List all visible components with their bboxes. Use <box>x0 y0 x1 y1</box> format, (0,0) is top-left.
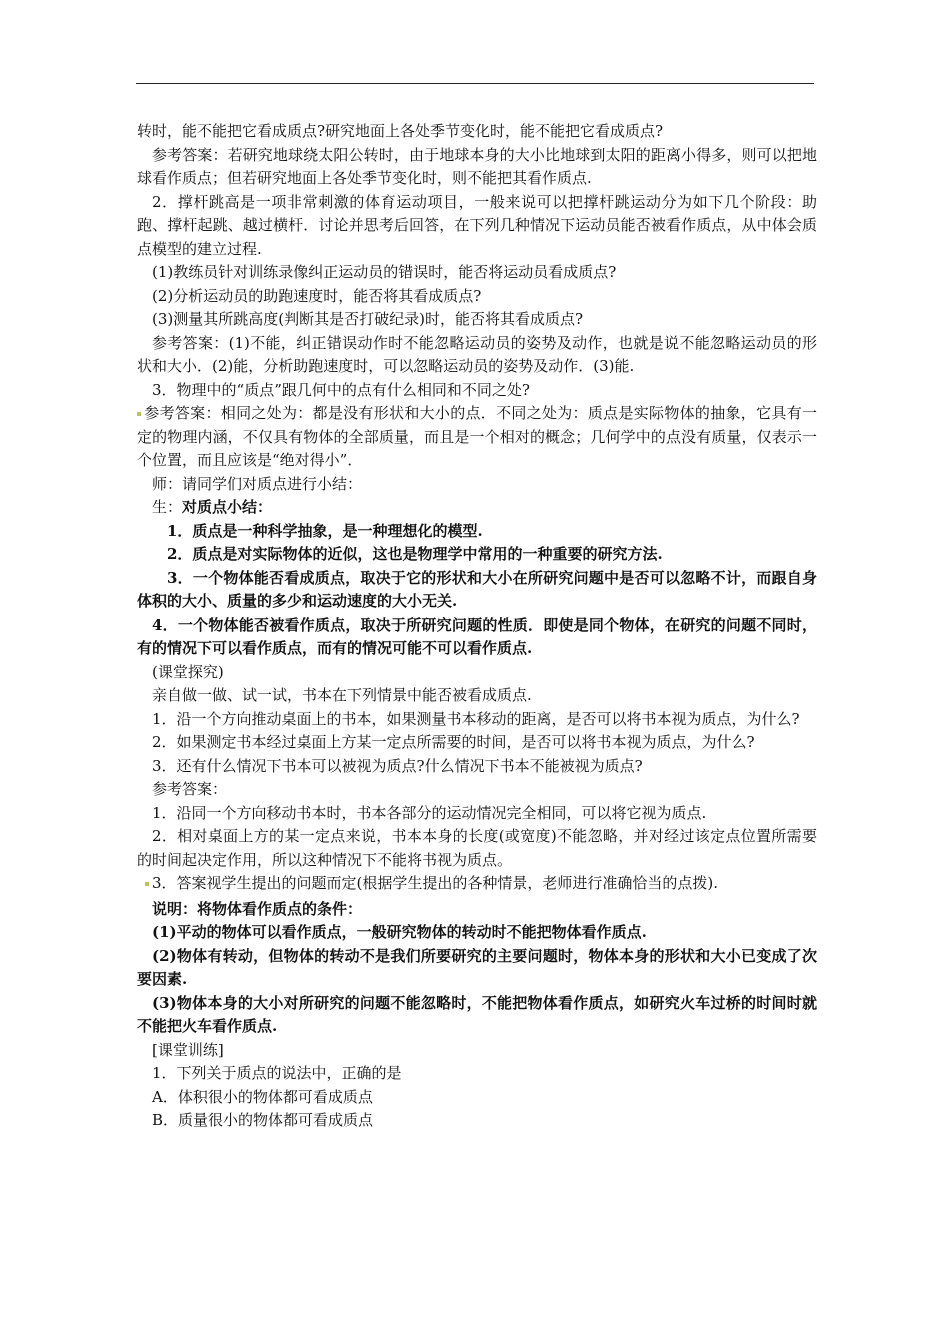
answer: 2．相对桌面上方的某一定点来说，书本本身的长度(或宽度)不能忽略，并对经过该定点位置所需要的时间起决定作用，所以这种情况下不能将书视为质点。 <box>137 827 817 869</box>
exercise-option: A．体积很小的物体都可看成质点 <box>152 1087 373 1106</box>
question: 2．如果测定书本经过桌面上方某一定点所需要的时间，是否可以将书本视为质点，为什么? <box>152 733 755 751</box>
answer-text: 3．答案视学生提出的问题而定(根据学生提出的各种情景，老师进行准确恰当的点拨). <box>152 874 719 892</box>
exercise-question: 1．下列关于质点的说法中，正确的是 <box>152 1064 402 1082</box>
answer-label: 参考答案： <box>152 780 228 798</box>
section-label: [课堂训练] <box>152 1040 224 1059</box>
note-heading: 说明：将物体看作质点的条件： <box>152 899 363 918</box>
paragraph: 转时，能不能把它看成质点?研究地面上各处季节变化时，能不能把它看成质点? <box>137 122 664 140</box>
section-label: (课堂探究) <box>152 662 224 681</box>
question: 3．还有什么情况下书本可以被视为质点?什么情况下书本不能被视为质点? <box>152 756 643 775</box>
paragraph: 2．撑杆跳高是一项非常刺激的体育运动项目，一般来说可以把撑杆跳运动分为如下几个阶段：助跑、撑杆起跳、越过横杆．讨论并思考后回答，在下列几种情况下运动员能否被看作质点，从中体会质点模型的建立过程. <box>137 192 817 258</box>
paragraph: (3)测量其所跳高度(判断其是否打破纪录)时，能否将其看成质点? <box>152 310 583 328</box>
summary-point: 1．质点是一种科学抽象，是一种理想化的模型. <box>167 521 483 540</box>
summary-point: 2．质点是对实际物体的近似，这也是物理学中常用的一种重要的研究方法. <box>167 545 663 563</box>
speaker-label: 生： <box>152 498 183 516</box>
paragraph: 3．物理中的“质点”跟几何中的点有什么相同和不同之处? <box>152 380 530 399</box>
exercise-option: B．质量很小的物体都可看成质点 <box>152 1111 374 1129</box>
answer: 1．沿同一个方向移动书本时，书本各部分的运动情况完全相同，可以将它视为质点. <box>152 803 707 822</box>
paragraph <box>137 496 817 520</box>
highlight-mark <box>145 882 149 886</box>
summary-heading: 对质点小结： <box>182 498 273 516</box>
summary-point: 4．一个物体能否被看作质点，取决于所研究问题的性质．即使是同个物体，在研究的问题不同时，有的情况下可以看作质点，而有的情况可能不可以看作质点. <box>137 615 817 657</box>
paragraph-text: 参考答案：相同之处为：都是没有形状和大小的点．不同之处为：质点是实际物体的抽象，它具有一定的物理内涵，不仅具有物体的全部质量，而且是一个相对的概念；几何学中的点没有质量，仅表示一个位置，而且应该是“绝对得小”． <box>137 404 817 469</box>
document-body <box>137 120 817 1133</box>
answer <box>137 872 817 896</box>
paragraph: (1)教练员针对训练录像纠正运动员的错误时，能否将运动员看成质点? <box>152 263 617 281</box>
paragraph: 亲自做一做、试一试，书本在下列情景中能否被看成质点. <box>152 686 532 704</box>
note-point: (1)平动的物体可以看作质点，一般研究物体的转动时不能把物体看作质点. <box>152 923 647 941</box>
paragraph: 师：请同学们对质点进行小结： <box>152 474 363 493</box>
question: 1．沿一个方向推动桌面上的书本，如果测量书本移动的距离，是否可以将书本视为质点，为什么? <box>152 709 800 728</box>
highlight-mark <box>137 412 141 416</box>
paragraph: 参考答案：若研究地球绕太阳公转时，由于地球本身的大小比地球到太阳的距离小得多，则可以把地球看作质点；但若研究地面上各处季节变化时，则不能把其看作质点. <box>137 145 817 187</box>
paragraph: (2)分析运动员的助跑速度时，能否将其看成质点? <box>152 286 482 305</box>
summary-point: 3．一个物体能否看成质点，取决于它的形状和大小在所研究问题中是否可以忽略不计，而跟自身体积的大小、质量的多少和运动速度的大小无关. <box>137 568 817 610</box>
header-rule <box>136 83 814 84</box>
paragraph <box>137 402 817 473</box>
note-point: (3)物体本身的大小对所研究的问题不能忽略时，不能把物体看作质点，如研究火车过桥的时间时就不能把火车看作质点. <box>137 993 817 1035</box>
note-point: (2)物体有转动，但物体的转动不是我们所要研究的主要问题时，物体本身的形状和大小已变成了次要因素. <box>137 946 817 988</box>
paragraph: 参考答案：(1)不能，纠正错误动作时不能忽略运动员的姿势及动作，也就是说不能忽略运动员的形状和大小．(2)能，分析助跑速度时，可以忽略运动员的姿势及动作．(3)能. <box>137 333 817 375</box>
